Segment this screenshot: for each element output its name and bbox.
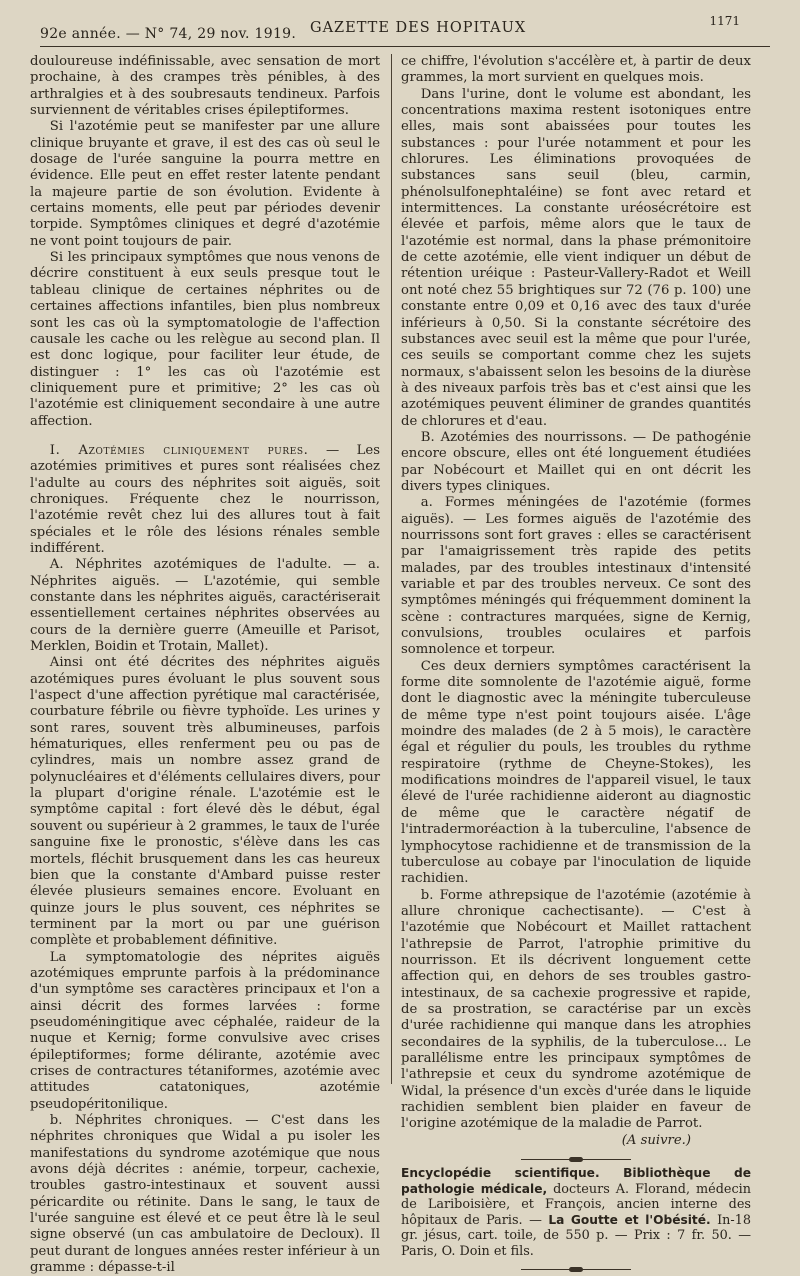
book-details: In-18 gr. jésus, cart. toile, de 550 p. — Prix : 7 fr. 50. — Paris, O. Doin et fils.: [401, 1212, 751, 1259]
book-authors: docteurs A. Florand, médecin de Lariboisière, et François, ancien interne des hôpitaux de Paris. —: [401, 1181, 751, 1228]
paragraph: Ainsi ont été décrites des néphrites aiguës azotémiques pures évoluant le plus souvent sous l'aspect d'une affection pyrétique mal caractérisée, courbature fébrile ou fièvre typhoïde. Les urines y sont rares, souvent très albumineuses, parfois hématuriques, elles renferment peu ou pas de cylindres, mais un nombre assez grand de polynucléaires et d'éléments cellulaires divers, pour la plupart d'origine rénale. L'azotémie est le symptôme capital : fort élevé dès le début, égal souvent ou supérieur à 2 grammes, le taux de l'urée sanguine fixe le pronostic, s'élève dans les cas mortels, fléchit brusquement dans les cas heureux bien que la constante d'Ambard puisse rester élevée plusieurs semaines encore. Evoluant en quinze jours le plus souvent, ces néphrites se terminent par la mort ou par une guérison complète et probablement définitive.: [30, 655, 380, 949]
paragraph: ce chiffre, l'évolution s'accélère et, à partir de deux grammes, la mort survient en quelques mois.: [401, 54, 751, 86]
paragraph: A. Néphrites azotémiques de l'adulte. — a. Néphrites aiguës. — L'azotémie, qui semble constante dans les néphrites aiguës, caractériserait essentiellement certaines néphrites observées au cours de la dernière guerre (Ameuille et Parisot, Merklen, Boidin et Trotain, Mallet).: [30, 557, 380, 655]
paragraph: La symptomatologie des néprites aiguës azotémiques emprunte parfois à la prédominance d'un symptôme ses caractères principaux et l'on a ainsi décrit des formes larvées : forme pseudoméningitique avec céphalée, raideur de la nuque et Kernig; forme convulsive avec crises épileptiformes; forme délirante, azotémie avec crises de contractures tétaniformes, azotémie avec attitudes catatoniques, azotémie pseudopéritonilique.: [30, 949, 380, 1112]
separator-ornament-bottom: [521, 1269, 631, 1270]
paragraph: Si les principaux symptômes que nous venons de décrire constituent à eux seuls presque tout le tableau clinique de certaines néphrites ou de certaines affections infantiles, bien plus nombreux sont les cas où la symptomatologie de l'affection causale les cache ou les relègue au second plan. Il est donc logique, pour faciliter leur étude, de distinguer : 1° les cas où l'azotémie est cliniquement pure et primitive; 2° les cas où l'azotémie est cliniquement secondaire à une autre affection.: [30, 250, 380, 429]
right-column: [401, 54, 751, 1276]
left-column: [30, 54, 380, 1276]
issue-info: 92e année. — N° 74, 29 nov. 1919.: [40, 26, 297, 42]
paragraph: douloureuse indéfinissable, avec sensation de mort prochaine, à des crampes très pénibles, à des arthralgies et à des soubresauts tendineux. Parfois surviennent de véritables crises épileptiformes.: [30, 54, 380, 119]
continuation-note: (A suivre.): [621, 1132, 691, 1148]
paragraph: Dans l'urine, dont le volume est abondant, les concentrations maxima restent isotoniques entre elles, mais sont abaissées pour toutes les substances : pour l'urée notamment et pour les chlorures. Les éliminations provoquées de substances sans seuil (bleu, carmin, phénolsulfonephtaléine) se font avec retard et intermittences. La constante uréosécrétoire est élevée et parfois, même alors que le taux de l'azotémie est normal, dans la phase prémonitoire de cette azotémie, elle vient indiquer un début de rétention uréique : Pasteur-Vallery-Radot et Weill ont noté chez 55 brightiques sur 72 (76 p. 100) une constante entre 0,09 et 0,16 avec des taux d'urée inférieurs à 0,50. Si la constante sécrétoire des substances avec seuil est la même que pour l'urée, ces seuils se comportant comme chez les sujets normaux, s'abaissent selon les besoins de la diurèse à des niveaux parfois très bas et c'est ainsi que les azotémiques peuvent éliminer de grandes quantités de chlorures et d'eau.: [401, 86, 751, 429]
paragraph: b. Néphrites chroniques. — C'est dans les néphrites chroniques que Widal a pu isoler les manifestations du syndrome azotémique que nous avons déjà décrites : anémie, torpeur, cachexie, troubles gastro-intestinaux et souvent aussi péricardite ou rétinite. Dans le sang, le taux de l'urée sanguine est élevé et ce peut être là le seul signe observé (un cas ambulatoire de Decloux). Il peut durant de longues années rester inférieur à un gramme : dépasse-t-il: [30, 1113, 380, 1276]
book-title: La Goutte et l'Obésité.: [548, 1212, 711, 1227]
paragraph: Si l'azotémie peut se manifester par une allure clinique bruyante et grave, il est des cas où seul le dosage de l'urée sanguine la pourra mettre en évidence. Elle peut en effet rester latente pendant la majeure partie de son évolution. Evidente à certains moments, elle peut par périodes devenir torpide. Symptômes cliniques et degré d'azotémie ne vont point toujours de pair.: [30, 119, 380, 249]
section-text: — Les azotémies primitives et pures sont réalisées chez l'adulte au cours des néphrites soit aiguës, soit chroniques. Fréquente chez le nourrisson, l'azotémie revêt chez lui des allures tout à fait spéciales et le rôle des lésions rénales semble indifférent.: [30, 442, 380, 556]
paragraph: Ces deux derniers symptômes caractérisent la forme dite somnolente de l'azotémie aiguë, forme dont le diagnostic avec la méningite tuberculeuse de même type n'est point toujours aisée. L'âge moindre des malades (de 2 à 5 mois), le caractère égal et régulier du pouls, les troubles du rythme respiratoire (rythme de Cheyne-Stokes), les modifications moindres de l'appareil visuel, le taux élevé de l'urée rachidienne aideront au diagnostic de même que le caractère négatif de l'intradermoréaction à la tuberculine, l'absence de lymphocytose rachidienne et de transmission de la tuberculose au cobaye par l'inoculation de liquide rachidien.: [401, 658, 751, 887]
article-body: [30, 54, 790, 1276]
journal-title: GAZETTE DES HOPITAUX: [310, 20, 527, 36]
section-heading: I. Azotémies cliniquement pures.: [49, 442, 309, 458]
paragraph: a. Formes méningées de l'azotémie (formes aiguës). — Les formes aiguës de l'azotémie des nourrissons sont fort graves : elles se caractérisent par l'amaigrissement très rapide des petits malades, par des troubles intestinaux d'intensité variable et par des troubles nerveux. Ce sont des symptômes méningés qui fréquemment dominent la scène : contractures marquées, signe de Kernig, convulsions, troubles oculaires et parfois somnolence et torpeur.: [401, 495, 751, 658]
paragraph: b. Forme athrepsique de l'azotémie (azotémie à allure chronique cachectisante). — C'est à l'azotémie que Nobécourt et Maillet rattachent l'athrepsie de Parrot, l'atrophie primitive du nourrisson. Et ils décrivent longuement cette affection qui, en dehors de ses troubles gastro-intestinaux, de sa cachexie progressive et rapide, de sa prostration, se caractérise par un excès d'urée rachidienne qui manque dans les atrophies secondaires de la syphilis, de la tuberculose... Le parallélisme entre les principaux symptômes de l'athrepsie et ceux du syndrome azotémique de Widal, la présence d'un excès d'urée dans le liquide rachidien semblent bien plaider en faveur de l'origine azotémique de la maladie de Parrot.: [401, 887, 751, 1132]
column-rule: [391, 54, 392, 1084]
page-number: 1171: [709, 14, 740, 28]
running-header: [40, 6, 770, 47]
paragraph: B. Azotémies des nourrissons. — De pathogénie encore obscure, elles ont été longuement étudiées par Nobécourt et Maillet qui en ont décrit les divers types cliniques.: [401, 429, 751, 494]
section-paragraph: [30, 443, 380, 557]
book-notice: [401, 1166, 751, 1259]
book-series: Encyclopédie scientifique. Bibliothèque de pathologie médicale,: [401, 1166, 751, 1196]
separator-ornament: [521, 1159, 631, 1160]
